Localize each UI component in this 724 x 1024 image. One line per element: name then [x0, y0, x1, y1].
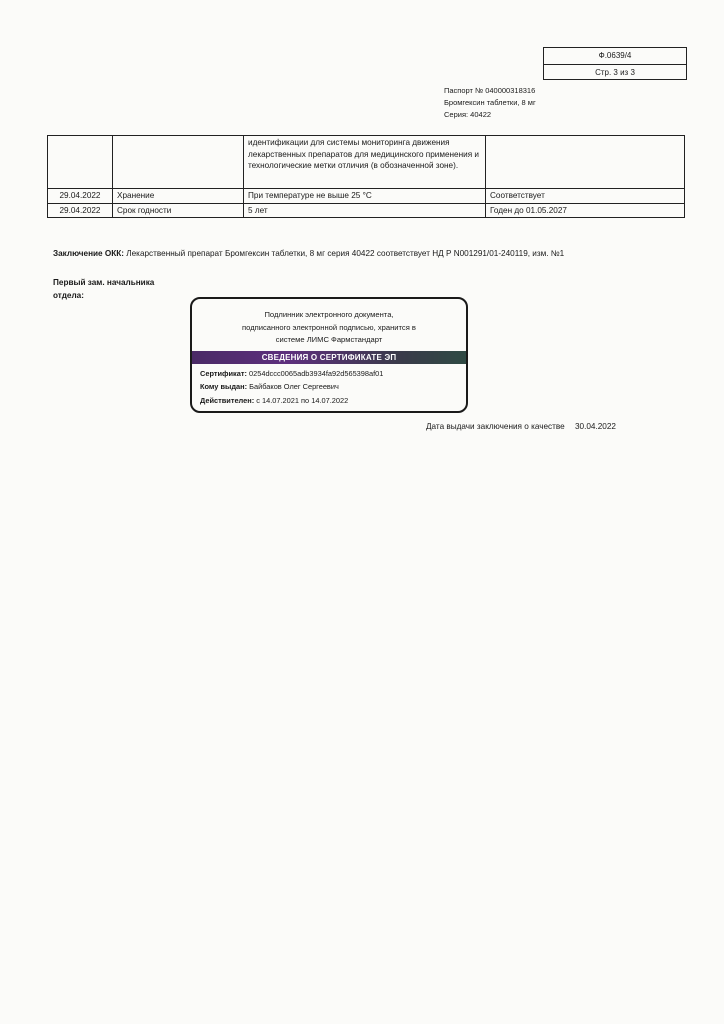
passport-number: Паспорт № 040000318316 — [444, 86, 536, 95]
form-code: Ф.0639/4 — [598, 51, 632, 60]
e-signature-stamp — [190, 297, 468, 413]
product-name: Бромгексин таблетки, 8 мг — [444, 98, 536, 107]
conclusion-text: Лекарственный препарат Бромгексин таблетки, 8 мг серия 40422 соответствует НД Р N001291/01-240119, изм. №1 — [126, 249, 565, 258]
row-parameter: Срок годности — [113, 203, 244, 218]
passport-info — [444, 85, 536, 121]
row-requirement: 5 лет — [244, 203, 486, 218]
qc-conclusion — [53, 247, 633, 260]
certificate-label: Сертификат: — [200, 368, 247, 378]
row-date — [48, 136, 113, 189]
issue-date-label: Дата выдачи заключения о качестве — [426, 422, 565, 431]
stamp-line-2: подписанного электронной подписью, хранится в — [242, 322, 416, 332]
row-parameter — [113, 136, 244, 189]
issue-date-value: 30.04.2022 — [574, 422, 616, 431]
form-code-box — [543, 47, 687, 80]
row-date: 29.04.2022 — [48, 203, 113, 218]
stamp-intro — [192, 309, 466, 347]
test-results-table — [47, 135, 685, 218]
stamp-line-3: системе ЛИМС Фармстандарт — [275, 335, 383, 344]
certificate-row — [200, 367, 466, 381]
owner-value: Байбаков Олег Сергеевич — [249, 382, 339, 391]
row-parameter: Хранение — [113, 189, 244, 204]
conclusion-label: Заключение ОКК: — [53, 249, 124, 258]
owner-row — [200, 380, 466, 394]
certificate-value: 0254dccc0065adb3934fa92d565398af01 — [249, 368, 384, 378]
owner-label: Кому выдан: — [200, 382, 248, 391]
row-date: 29.04.2022 — [48, 189, 113, 204]
stamp-line-1: Подлинник электронного документа, — [264, 310, 394, 319]
table-row — [48, 203, 685, 218]
row-requirement: идентификации для системы мониторинга движения лекарственных препаратов для медицинского применения и технологические метки отличия (в обозначенной зоне). — [244, 136, 486, 189]
row-result: Соответствует — [486, 189, 685, 204]
validity-value: с 14.07.2021 по 14.07.2022 — [256, 395, 349, 405]
validity-row — [200, 394, 466, 408]
signer-position: Первый зам. начальника — [53, 278, 155, 287]
table-row — [48, 136, 685, 189]
stamp-details — [192, 367, 466, 408]
series-number: Серия: 40422 — [444, 110, 492, 119]
row-result: Годен до 01.05.2027 — [486, 203, 685, 218]
signer-title — [53, 276, 154, 302]
validity-label: Действителен: — [200, 395, 255, 405]
row-result — [486, 136, 685, 189]
table-row — [48, 189, 685, 204]
stamp-certificate-band: СВЕДЕНИЯ О СЕРТИФИКАТЕ ЭП — [192, 351, 466, 364]
signer-department: отдела: — [53, 291, 84, 300]
issue-date-line — [426, 422, 616, 431]
page-number: Стр. 3 из 3 — [544, 64, 686, 81]
row-requirement: При температуре не выше 25 °С — [244, 189, 486, 204]
